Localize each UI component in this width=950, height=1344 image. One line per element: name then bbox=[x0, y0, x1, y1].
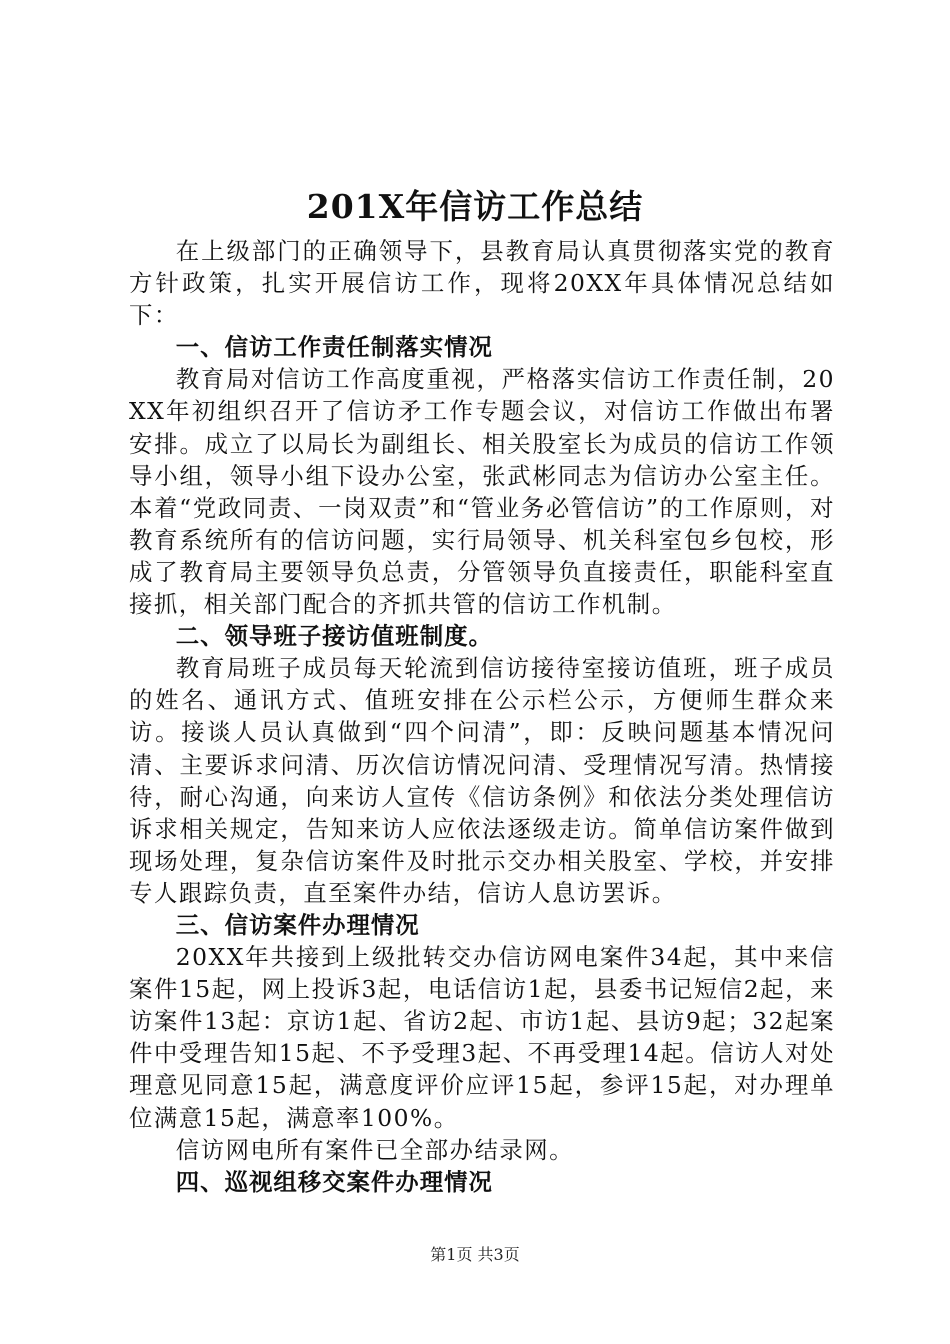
section-heading-4: 四、巡视组移交案件办理情况 bbox=[175, 1167, 493, 1196]
section-3-paragraph: 20XX年共接到上级批转交办信访网电案件34起，其中来信案件15起，网上投诉3起，电话信访1起，县委书记短信2起，来访案件13起：京访1起、省访2起、市访1起、县访9起；32起案件中受理告知15起、不予受理3起、不再受理14起。信访人对处理意见同意15起，满意度评价应评15起，参评15起，对办理单位满意15起，满意率100%。 bbox=[129, 943, 835, 1132]
section-1-paragraph: 教育局对信访工作高度重视，严格落实信访工作责任制，20XX年初组织召开了信访矛工作专题会议，对信访工作做出布署安排。成立了以局长为副组长、相关股室长为成员的信访工作领导小组，领导小组下设办公室，张武彬同志为信访办公室主任。本着“党政同责、一岗双责”和“管业务必管信访”的工作原则，对教育系统所有的信访问题，实行局领导、机关科室包乡包校，形成了教育局主要领导负总责，分管领导负直接责任，职能科室直接抓，相关部门配合的齐抓共管的信访工作机制。 bbox=[129, 365, 835, 619]
page-number: 第1页 bbox=[430, 1245, 473, 1264]
section-3-paragraph-2: 信访网电所有案件已全部办结录网。 bbox=[175, 1135, 575, 1164]
section-heading-2: 二、领导班子接访值班制度。 bbox=[175, 622, 493, 651]
document-body bbox=[129, 235, 835, 1198]
section-2-paragraph: 教育局班子成员每天轮流到信访接待室接访值班，班子成员的姓名、通讯方式、值班安排在公示栏公示，方便师生群众来访。接谈人员认真做到“四个问清”，即：反映问题基本情况问清、主要诉求问清、历次信访情况问清、受理情况写清。热情接待，耐心沟通，向来访人宣传《信访条例》和依法分类处理信访诉求相关规定，告知来访人应依法逐级走访。简单信访案件做到现场处理，复杂信访案件及时批示交办相关股室、学校，并安排专人跟踪负责，直至案件办结，信访人息访罢诉。 bbox=[129, 654, 835, 907]
page-footer bbox=[0, 1244, 950, 1266]
section-heading-1: 一、信访工作责任制落实情况 bbox=[175, 333, 493, 362]
document-title: 201X年信访工作总结 bbox=[306, 187, 644, 226]
intro-paragraph: 在上级部门的正确领导下，县教育局认真贯彻落实党的教育方针政策，扎实开展信访工作，现将20XX年具体情况总结如下： bbox=[129, 237, 835, 330]
page-total: 共3页 bbox=[477, 1245, 520, 1264]
section-heading-3: 三、信访案件办理情况 bbox=[175, 910, 420, 939]
